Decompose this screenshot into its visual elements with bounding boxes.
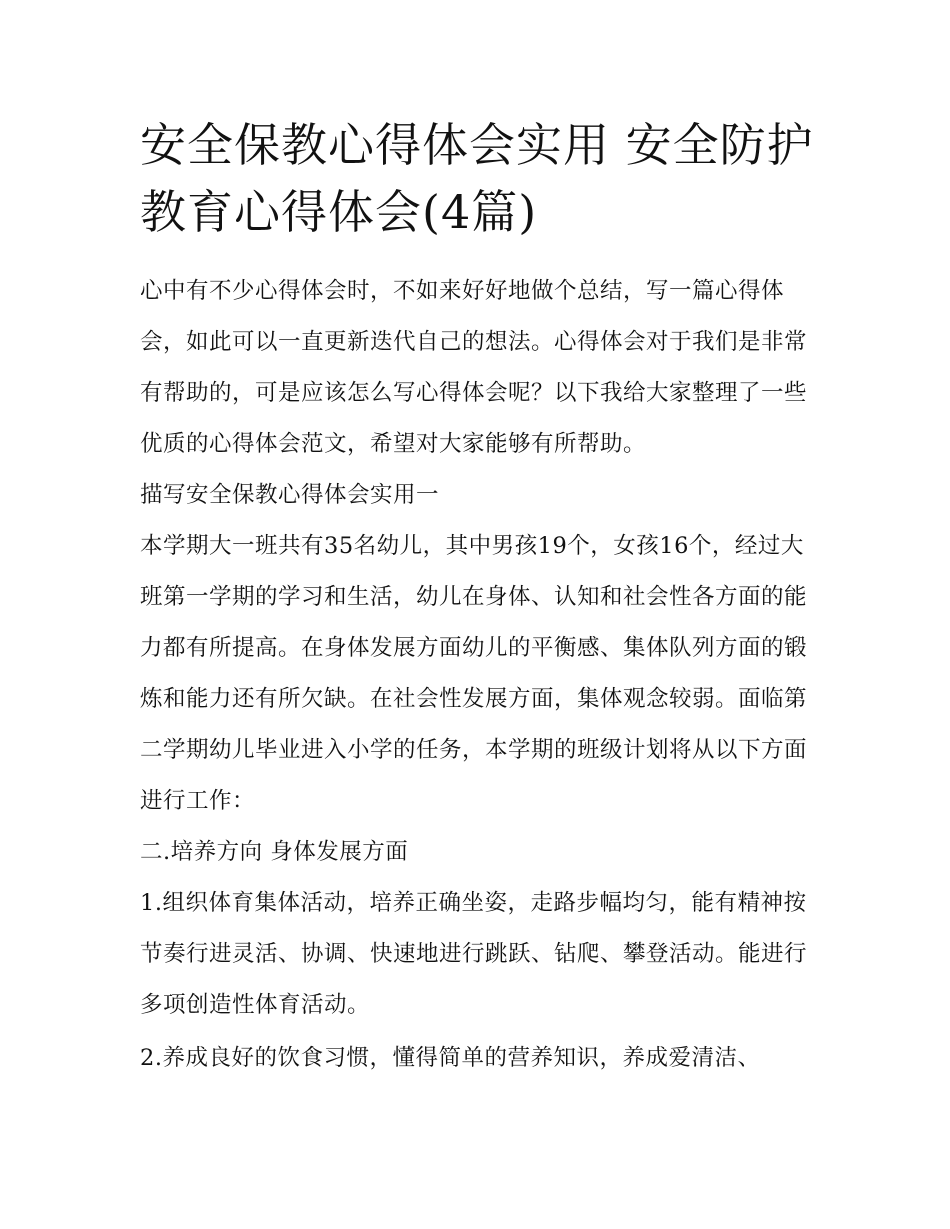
body-paragraph: 本学期大一班共有35名幼儿，其中男孩19个，女孩16个，经过大班第一学期的学习和生活，幼儿在身体、认知和社会性各方面的能力都有所提高。在身体发展方面幼儿的平衡感、集体队列方面的锻炼和能力还有所欠缺。在社会性发展方面，集体观念较弱。面临第二学期幼儿毕业进入小学的任务，本学期的班级计划将从以下方面进行工作： xyxy=(140,533,808,814)
document-title: 安全保教心得体会实用 安全防护教育心得体会(4篇) xyxy=(140,118,814,239)
section-heading: 描写安全保教心得体会实用一 xyxy=(140,482,440,508)
list-item-2: 2.养成良好的饮食习惯，懂得简单的营养知识，养成爱清洁、 xyxy=(140,1045,761,1071)
list-item-1: 1.组织体育集体活动，培养正确坐姿，走路步幅均匀，能有精神按节奏行进灵活、协调、快速地进行跳跃、钻爬、攀登活动。能进行多项创造性体育活动。 xyxy=(140,890,808,1018)
document-body xyxy=(140,112,820,1084)
intro-paragraph: 心中有不少心得体会时，不如来好好地做个总结，写一篇心得体会，如此可以一直更新迭代自己的想法。心得体会对于我们是非常有帮助的，可是应该怎么写心得体会呢？以下我给大家整理了一些优质的心得体会范文，希望对大家能够有所帮助。 xyxy=(140,278,808,457)
subsection-heading: 二.培养方向 身体发展方面 xyxy=(140,839,409,865)
